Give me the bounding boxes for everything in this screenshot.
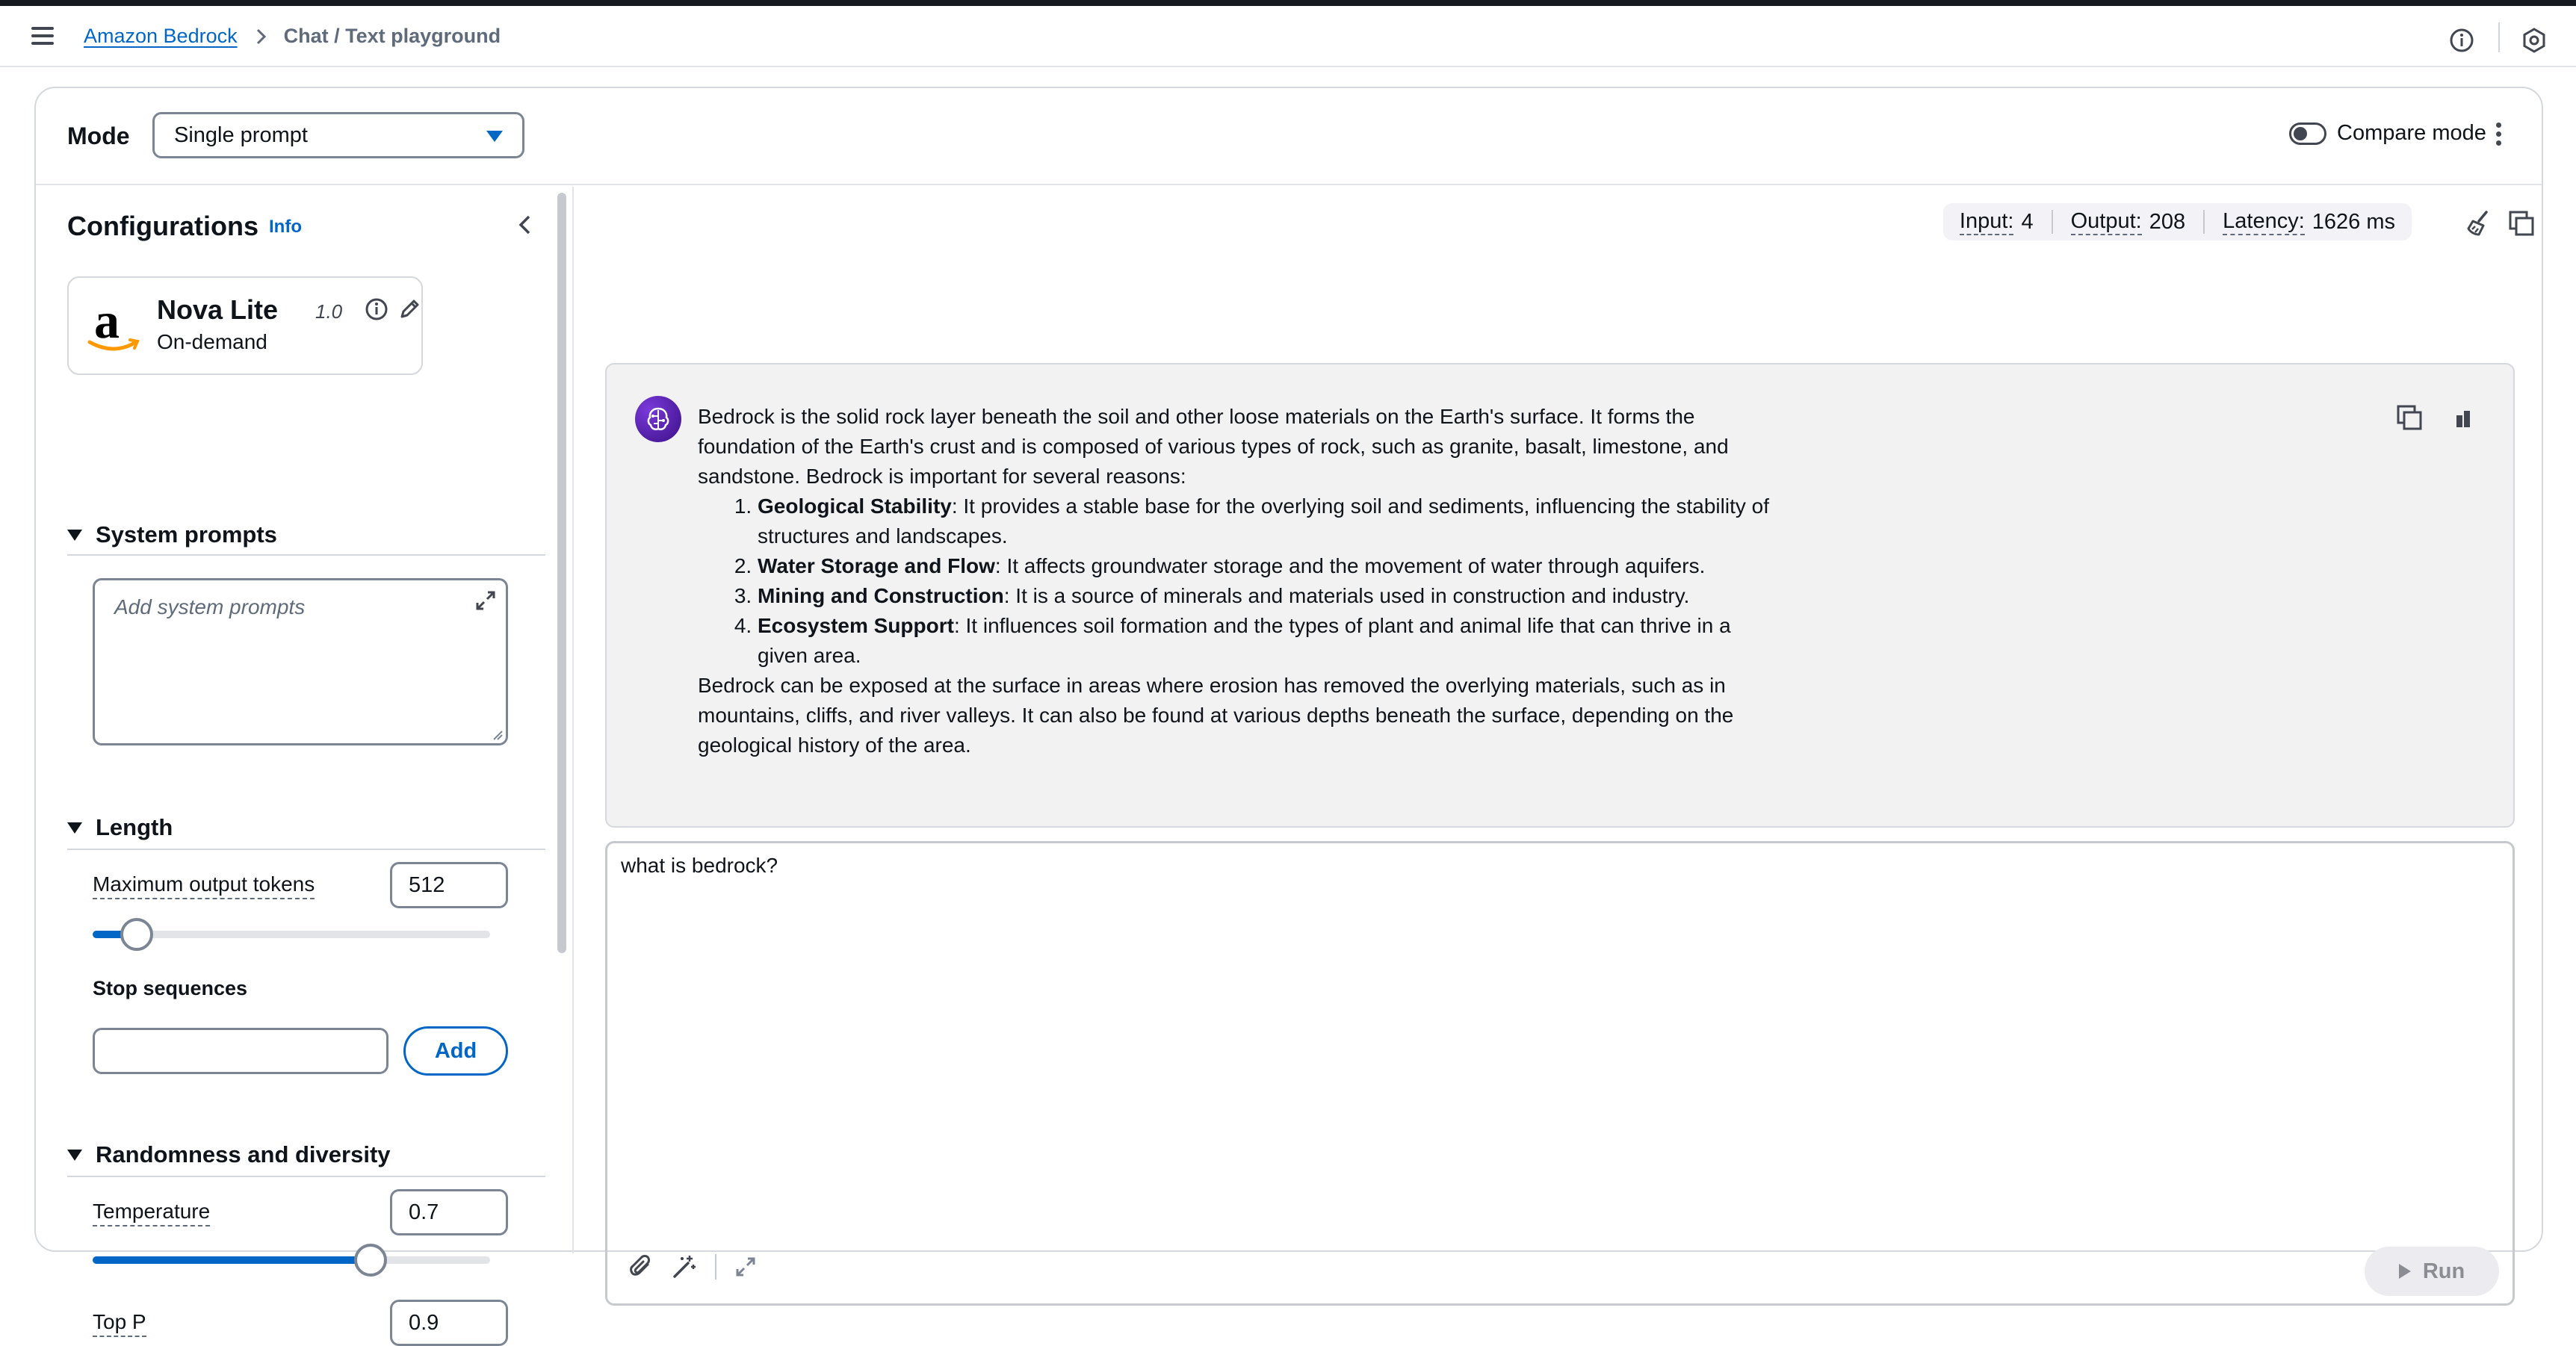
configurations-sidebar — [36, 187, 574, 1335]
list-item: 4. Ecosystem Support: It influences soil formation and the types of plant and animal life that can thrive in a given area. — [758, 611, 1771, 671]
run-button[interactable] — [2365, 1247, 2499, 1296]
length-heading: Length — [96, 814, 173, 840]
amazon-logo-icon: a — [84, 296, 140, 356]
top-header — [0, 6, 2576, 67]
top-band — [0, 0, 2576, 6]
caret-down-icon — [486, 131, 503, 142]
copy-response-icon[interactable] — [2395, 403, 2424, 432]
breadcrumb-root-link[interactable]: Amazon Bedrock — [84, 25, 238, 47]
info-icon[interactable] — [2449, 28, 2474, 53]
section-divider — [67, 554, 545, 556]
slider-thumb[interactable] — [354, 1244, 387, 1277]
caret-down-icon — [67, 1150, 82, 1161]
latency-metric-value: 1626 ms — [2312, 209, 2395, 234]
edit-model-icon[interactable] — [397, 297, 421, 321]
expand-icon[interactable] — [733, 1254, 758, 1280]
list-item: 2. Water Storage and Flow: It affects groundwater storage and the movement of water through aquifers. — [758, 551, 1771, 581]
toolbar-divider — [715, 1254, 716, 1280]
play-icon — [2399, 1264, 2411, 1279]
model-info-icon[interactable] — [365, 297, 388, 321]
temperature-slider[interactable] — [93, 1256, 490, 1264]
mode-bar — [36, 88, 2542, 185]
model-avatar-icon — [635, 396, 681, 442]
max-tokens-input[interactable]: 512 — [390, 862, 508, 908]
collapse-panel-icon[interactable] — [514, 214, 536, 236]
list-item: 3. Mining and Construction: It is a source of minerals and materials used in construction and industry. — [758, 581, 1771, 611]
caret-down-icon — [67, 822, 82, 834]
system-prompts-heading: System prompts — [96, 521, 277, 548]
mode-select-value: Single prompt — [174, 122, 308, 147]
chat-area — [575, 187, 2545, 1283]
prompt-input[interactable] — [605, 841, 2515, 1306]
output-metric-label[interactable]: Output: — [2071, 209, 2142, 235]
model-version: 1.0 — [315, 300, 343, 323]
menu-icon[interactable] — [31, 25, 58, 48]
playground-panel — [34, 87, 2543, 1335]
sidebar-scrollbar[interactable] — [557, 193, 566, 953]
temperature-label[interactable]: Temperature — [93, 1200, 210, 1226]
run-label: Run — [2422, 1259, 2465, 1283]
input-metric-label[interactable]: Input: — [1960, 209, 2014, 235]
header-divider — [2498, 22, 2500, 52]
toggle-switch[interactable] — [2289, 122, 2326, 145]
response-message — [605, 363, 2515, 828]
add-stop-sequence-button[interactable]: Add — [403, 1026, 508, 1076]
settings-icon[interactable] — [2521, 28, 2547, 53]
response-intro: Bedrock is the solid rock layer beneath the soil and other loose materials on the Earth's surface. It forms the foundation of the Earth's crust and is composed of various types of rock, such as granite, basalt, limestone, and sandstone. Bedrock is important for several reasons: — [698, 405, 1729, 488]
model-throughput: On-demand — [157, 330, 267, 353]
top-p-input[interactable]: 0.9 — [390, 1300, 508, 1346]
expand-icon[interactable] — [473, 588, 498, 613]
stop-sequences-label: Stop sequences — [93, 977, 248, 999]
prompt-text[interactable]: what is bedrock? — [621, 854, 778, 877]
model-name: Nova Lite — [157, 294, 279, 325]
response-text — [698, 402, 1771, 760]
response-outro: Bedrock can be exposed at the surface in areas where erosion has removed the overlying materials, such as in mountains, cliffs, and river valleys. It can also be found at various depths beneath the surface, depending on the geological history of the area. — [698, 674, 1734, 757]
configurations-info-link[interactable]: Info — [269, 217, 302, 237]
configurations-title: Configurations — [67, 211, 258, 241]
list-item: 1. Geological Stability: It provides a stable base for the overlying soil and sediments, influencing the stability of structures and landscapes. — [758, 491, 1771, 551]
randomness-heading: Randomness and diversity — [96, 1141, 391, 1167]
latency-metric-label[interactable]: Latency: — [2223, 209, 2305, 235]
breadcrumb — [84, 25, 501, 48]
max-tokens-slider[interactable] — [93, 931, 490, 938]
mode-label: Mode — [67, 122, 130, 149]
resize-handle-icon[interactable] — [492, 730, 503, 740]
stop-sequences-input[interactable] — [93, 1028, 388, 1074]
system-prompts-toggle[interactable] — [67, 521, 277, 548]
section-divider — [67, 849, 545, 850]
temperature-input[interactable]: 0.7 — [390, 1189, 508, 1235]
chevron-right-icon — [251, 27, 270, 46]
output-metric-value: 208 — [2149, 209, 2186, 234]
compare-mode-toggle[interactable] — [2289, 121, 2486, 146]
metrics-chart-icon[interactable] — [2453, 408, 2474, 429]
clear-chat-icon[interactable] — [2464, 209, 2494, 239]
model-card[interactable] — [67, 276, 423, 375]
randomness-toggle[interactable] — [67, 1141, 391, 1168]
input-metric-value: 4 — [2021, 209, 2034, 234]
caret-down-icon — [67, 530, 82, 541]
breadcrumb-current: Chat / Text playground — [283, 25, 501, 47]
magic-wand-icon[interactable] — [672, 1254, 697, 1280]
top-p-label[interactable]: Top P — [93, 1310, 146, 1337]
system-prompts-input[interactable] — [93, 578, 508, 745]
length-toggle[interactable] — [67, 814, 173, 841]
slider-thumb[interactable] — [120, 918, 153, 951]
paperclip-icon[interactable] — [628, 1254, 654, 1280]
copy-icon[interactable] — [2507, 209, 2536, 238]
section-divider — [67, 1176, 545, 1177]
slider-fill — [93, 1256, 371, 1264]
more-options-icon[interactable] — [2491, 122, 2506, 152]
metrics-bar — [1943, 203, 2412, 241]
mode-select[interactable] — [152, 112, 524, 158]
max-tokens-label[interactable]: Maximum output tokens — [93, 872, 315, 899]
system-prompts-placeholder: Add system prompts — [114, 595, 306, 618]
compare-mode-label: Compare mode — [2337, 121, 2486, 145]
response-list — [758, 491, 1771, 671]
